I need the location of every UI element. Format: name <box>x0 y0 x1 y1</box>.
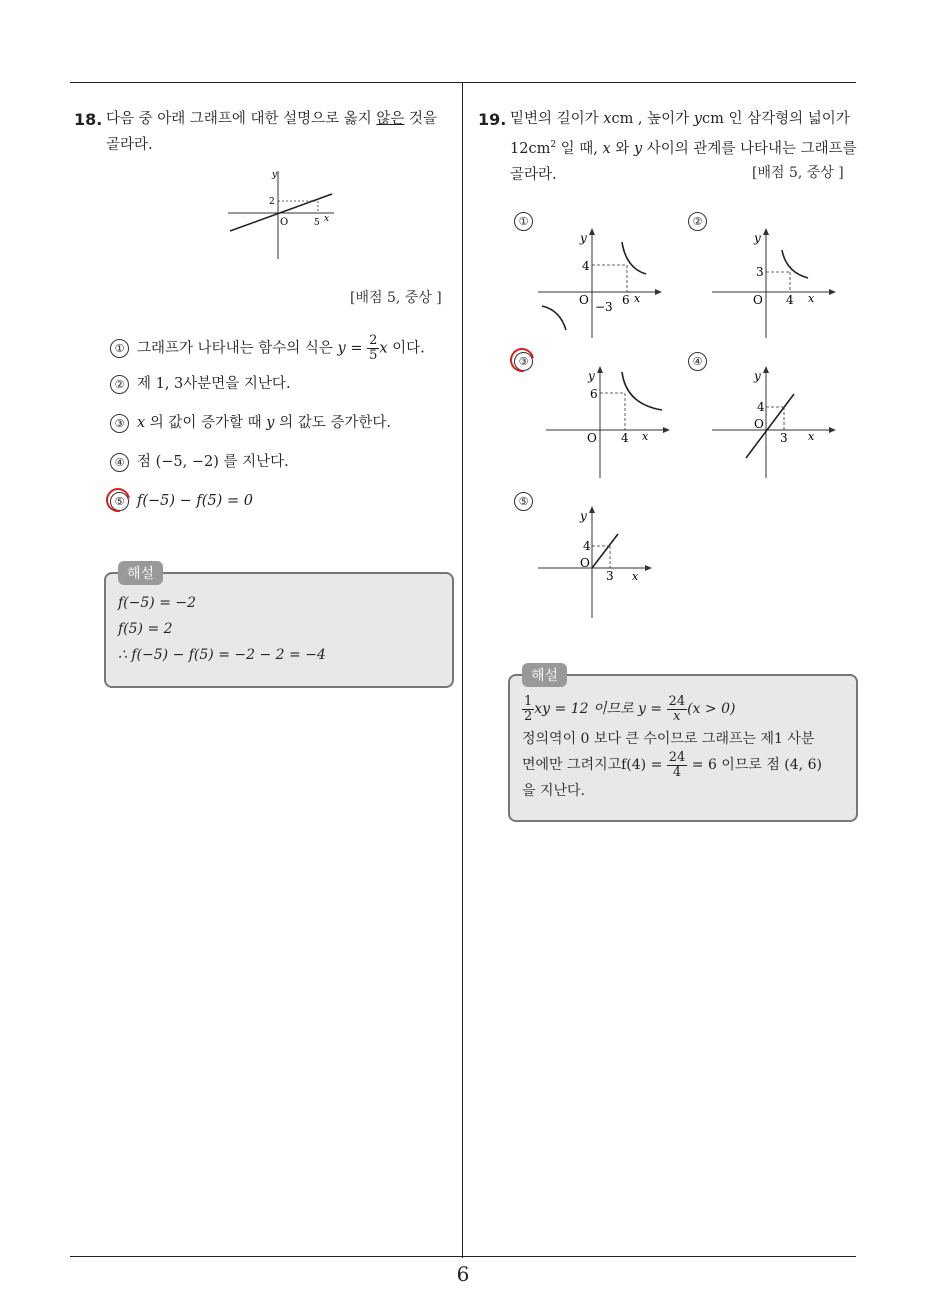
q19-option-2-graph[interactable] <box>708 226 838 342</box>
bottom-rule <box>70 1256 856 1257</box>
q18-x-label: x <box>324 214 330 224</box>
q19-option-5-graph[interactable] <box>534 504 654 622</box>
svg-text:O: O <box>753 293 763 307</box>
q18-graph <box>222 165 340 261</box>
q19-solution-line-3: 면에만 그려지고f(4) = $\frac{24}{4}$ = 6 이므로 점 (4, 6) <box>522 749 822 780</box>
svg-text:3: 3 <box>756 265 764 279</box>
q19-solution-line-2: 정의역이 0 보다 큰 수이므로 그래프는 제1 사분 <box>522 731 815 747</box>
q19-opt3-curve <box>622 372 662 410</box>
svg-text:O: O <box>754 417 764 431</box>
q19-score: [배점 5, 중상 ] <box>752 165 844 181</box>
q19-option-4-label[interactable]: ④ <box>688 350 715 372</box>
svg-text:y: y <box>754 369 761 383</box>
q18-question: 다음 중 아래 그래프에 대한 설명으로 옳지 않은 것을 골라라. <box>106 111 438 153</box>
q18-choice-4[interactable]: ④ 점 (−5, −2) 를 지난다. <box>110 451 289 473</box>
column-divider <box>462 82 463 1258</box>
q19-opt1-curve-q3 <box>542 306 566 330</box>
svg-text:3: 3 <box>780 431 788 445</box>
q19-option-3-label[interactable]: ③ <box>514 350 541 372</box>
svg-text:−3: −3 <box>595 300 613 314</box>
q18-choice-2[interactable]: ② 제 1, 3사분면을 지난다. <box>110 373 291 395</box>
top-rule <box>70 82 856 83</box>
q18-tick-x: 5 <box>314 218 320 228</box>
svg-text:x: x <box>808 430 815 443</box>
svg-text:x: x <box>632 570 639 583</box>
q19-option-5-label[interactable]: ⑤ <box>514 490 541 512</box>
svg-text:4: 4 <box>583 539 591 553</box>
q18-y-label: y <box>272 170 278 180</box>
q19-solution-line-4: 을 지난다. <box>522 783 585 799</box>
q18-tick-y: 2 <box>269 197 275 207</box>
svg-text:O: O <box>579 293 589 307</box>
svg-text:O: O <box>580 556 590 570</box>
page-number: 6 <box>456 1262 470 1286</box>
svg-text:x: x <box>634 292 641 305</box>
q18-score: [배점 5, 중상 ] <box>350 290 442 306</box>
svg-text:y: y <box>588 369 595 383</box>
svg-text:4: 4 <box>786 293 794 307</box>
q18-solution-line-3: ∴ f(−5) − f(5) = −2 − 2 = −4 <box>118 647 326 663</box>
svg-text:4: 4 <box>582 259 590 273</box>
svg-text:3: 3 <box>606 569 614 583</box>
q18-solution-tag: 해설 <box>118 561 163 585</box>
svg-text:6: 6 <box>590 387 598 401</box>
svg-text:6: 6 <box>622 293 630 307</box>
svg-text:x: x <box>642 430 649 443</box>
q18-choice-5[interactable]: ⑤ f(−5) − f(5) = 0 <box>110 490 253 512</box>
svg-text:y: y <box>580 231 587 245</box>
q19-option-1-graph[interactable] <box>534 226 664 342</box>
q19-option-4-graph[interactable] <box>708 364 838 482</box>
q19-number: 19. <box>478 110 507 129</box>
q19-opt2-curve <box>782 250 808 278</box>
q18-solution-line-2: f(5) = 2 <box>118 621 173 637</box>
svg-text:y: y <box>754 231 761 245</box>
q19-solution-tag: 해설 <box>522 663 567 687</box>
q19-question: 밑변의 길이가 xcm , 높이가 ycm 인 삼각형의 넓이가 $12cm^2$ 일 때, x 와 y 사이의 관계를 나타내는 그래프를 골라라. <box>510 111 857 183</box>
svg-text:4: 4 <box>757 400 765 414</box>
q19-solution-line-1: $\frac{1}{2}$ xy = 12 이므로 y = $\frac{24}{x}$ (x > 0) <box>524 693 736 724</box>
q19-opt1-curve-q1 <box>622 242 646 274</box>
q19-option-2-label[interactable]: ② <box>688 210 715 232</box>
q19-opt5-line <box>592 534 618 568</box>
svg-text:4: 4 <box>621 431 629 445</box>
q18-choice-1[interactable]: ① 그래프가 나타내는 함수의 식은 y = $\frac{2}{5}$ x 이다. <box>110 334 425 363</box>
q18-solution-line-1: f(−5) = −2 <box>118 595 197 611</box>
q18-choice-3[interactable]: ③ x 의 값이 증가할 때 y 의 값도 증가한다. <box>110 412 391 434</box>
svg-text:y: y <box>580 509 587 523</box>
svg-text:O: O <box>587 431 597 445</box>
q18-choice-1-fraction: $\frac{2}{5}$ <box>369 333 378 363</box>
q18-number: 18. <box>74 110 103 129</box>
svg-text:x: x <box>808 292 815 305</box>
q18-origin: O <box>280 217 289 228</box>
q19-option-1-label[interactable]: ① <box>514 210 541 232</box>
q19-option-3-graph[interactable] <box>542 364 672 482</box>
